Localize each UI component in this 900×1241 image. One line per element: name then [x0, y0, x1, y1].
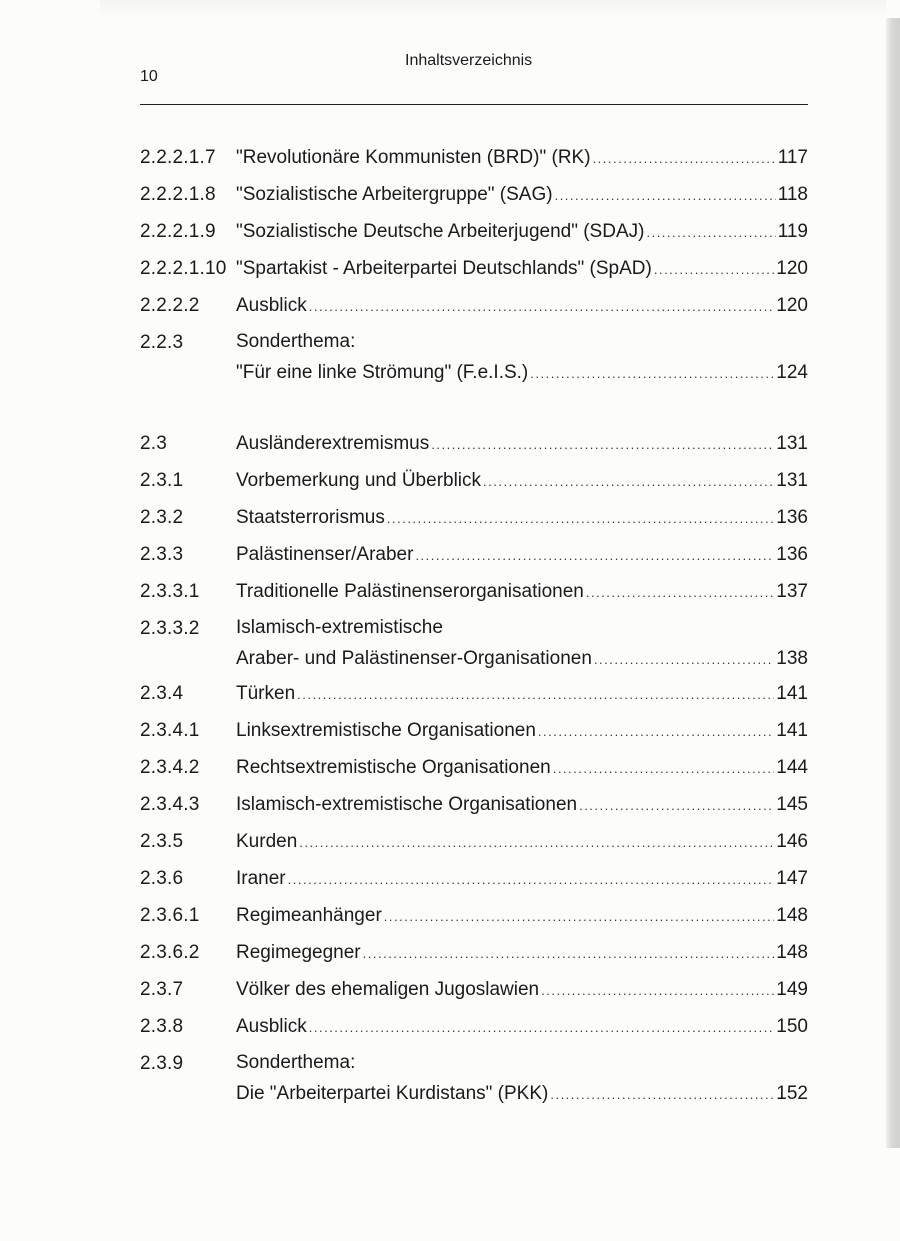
- toc-title: Islamisch-extremistische Organisationen: [236, 794, 578, 815]
- toc-page: 117: [777, 147, 808, 168]
- toc-leader: [541, 973, 774, 1009]
- toc-page: 138: [776, 648, 808, 669]
- scan-shadow-top: [100, 0, 886, 18]
- toc-page: 147: [776, 868, 808, 889]
- toc-page: 119: [777, 221, 808, 242]
- toc-leader: [297, 677, 774, 713]
- toc-leader: [553, 751, 775, 787]
- toc-title: Kurden: [236, 831, 298, 852]
- toc-number: 2.3.4.1: [140, 720, 200, 741]
- toc-page: 145: [776, 794, 808, 815]
- toc-page: 131: [776, 470, 808, 491]
- toc-leader: [550, 1079, 774, 1111]
- toc-page: 150: [776, 1016, 808, 1037]
- toc-page: 120: [776, 258, 808, 279]
- toc-leader: [431, 427, 774, 463]
- toc-page: 152: [776, 1083, 808, 1104]
- toc-leader: [384, 899, 775, 935]
- toc-page: 124: [776, 362, 808, 383]
- toc-title: "Spartakist - Arbeiterpartei Deutschlands" (SpAD): [236, 258, 652, 279]
- toc-title: Die "Arbeiterpartei Kurdistans" (PKK): [236, 1083, 549, 1104]
- toc-number: 2.3.8: [140, 1016, 184, 1037]
- toc-page: 148: [776, 942, 808, 963]
- toc-number: 2.3.1: [140, 470, 184, 491]
- toc-entry[interactable]: [140, 463, 808, 500]
- scan-shadow-right: [886, 18, 900, 1148]
- toc-title: Völker des ehemaligen Jugoslawien: [236, 979, 540, 1000]
- toc-leader: [530, 358, 774, 390]
- toc-leader: [288, 862, 775, 898]
- toc-title-line1: Islamisch-extremistische: [236, 617, 443, 638]
- toc-title: "Für eine linke Strömung" (F.e.I.S.): [236, 362, 529, 383]
- toc-leader: [654, 252, 774, 288]
- toc-leader: [646, 215, 775, 251]
- toc-leader: [415, 538, 774, 574]
- page-number: 10: [140, 68, 158, 85]
- toc-leader: [593, 141, 776, 177]
- toc-page: 131: [776, 433, 808, 454]
- toc-title-line1: Sonderthema:: [236, 331, 356, 352]
- toc-leader: [538, 714, 774, 750]
- toc-entry[interactable]: [140, 140, 808, 177]
- toc-title: Ausblick: [236, 1016, 307, 1037]
- toc-title: Araber- und Palästinenser-Organisationen: [236, 648, 592, 669]
- toc-page: 136: [776, 507, 808, 528]
- toc-number: 2.2.2.1.8: [140, 184, 216, 205]
- toc-entry[interactable]: [140, 935, 808, 972]
- toc-title: Regimeanhänger: [236, 905, 382, 926]
- toc-title: Iraner: [236, 868, 286, 889]
- toc-entry[interactable]: [140, 426, 808, 463]
- toc-page: 146: [776, 831, 808, 852]
- toc-entry[interactable]: [140, 611, 808, 676]
- toc-number: 2.3.6.2: [140, 942, 200, 963]
- toc-entry[interactable]: [140, 177, 808, 214]
- toc-number: 2.3.9: [140, 1053, 184, 1074]
- toc-number: 2.3.3.1: [140, 581, 200, 602]
- toc-title-line1: Sonderthema:: [236, 1052, 356, 1073]
- toc-leader: [309, 1010, 775, 1046]
- toc-entry[interactable]: [140, 288, 808, 325]
- toc-page: 118: [777, 184, 808, 205]
- toc-leader: [579, 788, 774, 824]
- toc-number: 2.3.4.2: [140, 757, 200, 778]
- toc-title: Ausblick: [236, 295, 307, 316]
- toc-title: Linksextremistische Organisationen: [236, 720, 536, 741]
- toc-number: 2.3.2: [140, 507, 184, 528]
- toc-number: 2.3.7: [140, 979, 184, 1000]
- toc-title: Ausländerextremismus: [236, 433, 430, 454]
- toc-title: Vorbemerkung und Überblick: [236, 470, 482, 491]
- toc-page: 120: [776, 295, 808, 316]
- toc-entry[interactable]: [140, 251, 808, 288]
- toc-number: 2.3: [140, 433, 168, 454]
- toc-number: 2.3.3.2: [140, 618, 200, 639]
- toc-page: 148: [776, 905, 808, 926]
- toc-leader: [555, 178, 776, 214]
- toc-entry[interactable]: [140, 713, 808, 750]
- toc-page: 137: [776, 581, 808, 602]
- toc-number: 2.3.4: [140, 683, 184, 704]
- toc-entry[interactable]: [140, 750, 808, 787]
- toc-title: "Sozialistische Arbeitergruppe" (SAG): [236, 184, 553, 205]
- toc-leader: [309, 289, 775, 325]
- toc-page: 144: [776, 757, 808, 778]
- toc-title: Traditionelle Palästinenserorganisationen: [236, 581, 584, 602]
- toc-entry[interactable]: [140, 824, 808, 861]
- toc-title: Staatsterrorismus: [236, 507, 385, 528]
- toc-number: 2.2.2.1.10: [140, 258, 227, 279]
- table-of-contents: [140, 140, 808, 1111]
- toc-page: 136: [776, 544, 808, 565]
- toc-entry[interactable]: [140, 500, 808, 537]
- toc-number: 2.3.6.1: [140, 905, 200, 926]
- toc-number: 2.2.2.1.7: [140, 147, 216, 168]
- toc-entry[interactable]: [140, 972, 808, 1009]
- toc-number: 2.3.6: [140, 868, 184, 889]
- toc-title: "Revolutionäre Kommunisten (BRD)" (RK): [236, 147, 591, 168]
- toc-page: 141: [776, 720, 808, 741]
- toc-entry[interactable]: [140, 1009, 808, 1046]
- toc-title: Regimegegner: [236, 942, 361, 963]
- toc-entry[interactable]: [140, 898, 808, 935]
- toc-leader: [586, 575, 774, 611]
- toc-leader: [483, 464, 774, 500]
- toc-title: Türken: [236, 683, 296, 704]
- header-rule: [140, 104, 808, 105]
- toc-page: 141: [776, 683, 808, 704]
- toc-entry[interactable]: [140, 214, 808, 251]
- page-header: [140, 48, 808, 102]
- toc-title: "Sozialistische Deutsche Arbeiterjugend" (SDAJ): [236, 221, 645, 242]
- toc-title: Rechtsextremistische Organisationen: [236, 757, 551, 778]
- toc-number: 2.2.2.1.9: [140, 221, 216, 242]
- toc-title: Palästinenser/Araber: [236, 544, 414, 565]
- toc-leader: [387, 501, 774, 537]
- toc-entry[interactable]: [140, 676, 808, 713]
- toc-page: 149: [776, 979, 808, 1000]
- toc-entry[interactable]: [140, 861, 808, 898]
- toc-leader: [299, 825, 774, 861]
- toc-entry[interactable]: [140, 1046, 808, 1111]
- toc-leader: [363, 936, 775, 972]
- toc-entry[interactable]: [140, 325, 808, 390]
- running-title: Inhaltsverzeichnis: [405, 52, 533, 69]
- toc-entry[interactable]: [140, 787, 808, 824]
- toc-number: 2.2.3: [140, 332, 184, 353]
- toc-number: 2.3.4.3: [140, 794, 200, 815]
- toc-leader: [594, 644, 774, 676]
- toc-entry[interactable]: [140, 537, 808, 574]
- toc-entry[interactable]: [140, 574, 808, 611]
- toc-number: 2.2.2.2: [140, 295, 200, 316]
- toc-number: 2.3.3: [140, 544, 184, 565]
- toc-number: 2.3.5: [140, 831, 184, 852]
